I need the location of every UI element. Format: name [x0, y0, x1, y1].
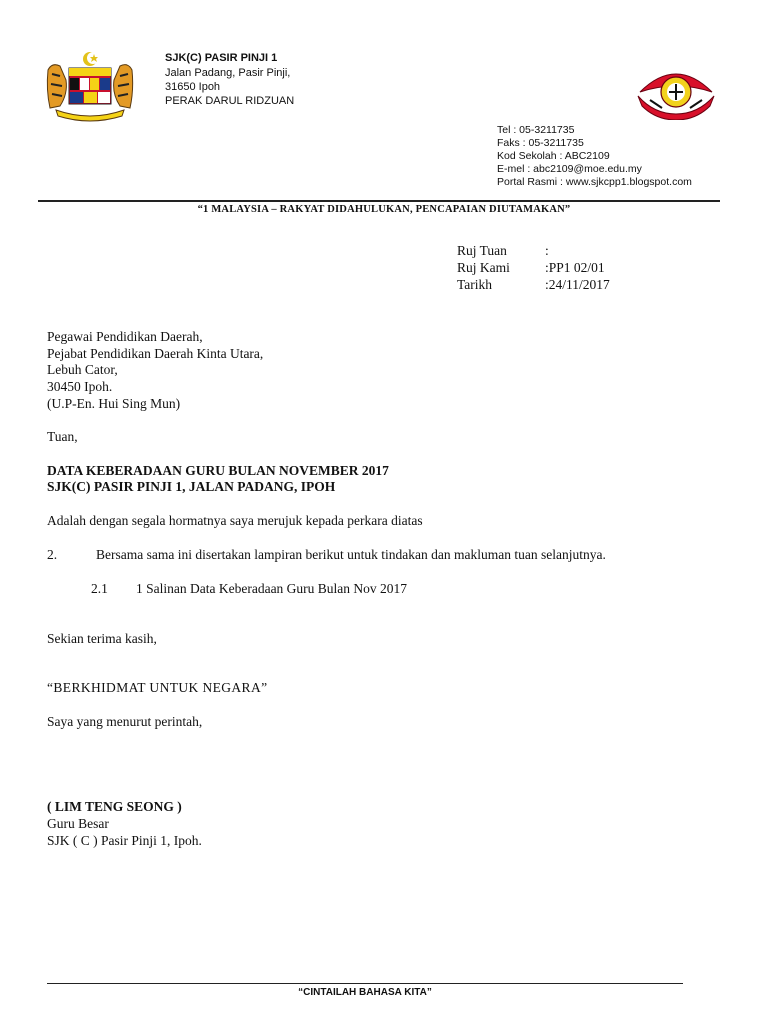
address-line-2: 31650 Ipoh [165, 81, 221, 93]
contact-email: E-mel : abc2109@moe.edu.my [497, 163, 642, 175]
contact-fax: Faks : 05-3211735 [497, 137, 584, 149]
tarikh-value: :24/11/2017 [545, 277, 610, 292]
signatory-title: Guru Besar [47, 816, 109, 831]
ruj-kami-label: Ruj Kami [457, 260, 510, 275]
recipient-line-2: Pejabat Pendidikan Daerah Kinta Utara, [47, 346, 264, 361]
subject-line-1: DATA KEBERADAAN GURU BULAN NOVEMBER 2017 [47, 463, 389, 478]
item-2-1-number: 2.1 [91, 581, 108, 596]
recipient-line-1: Pegawai Pendidikan Daerah, [47, 329, 203, 344]
header-motto: “1 MALAYSIA – RAKYAT DIDAHULUKAN, PENCAPAIAN DIUTAMAKAN” [197, 204, 571, 215]
contact-portal: Portal Rasmi : www.sjkcpp1.blogspot.com [497, 176, 692, 188]
footer-slogan: “CINTAILAH BAHASA KITA” [298, 987, 432, 998]
recipient-line-3: Lebuh Cator, [47, 362, 118, 377]
signatory-school: SJK ( C ) Pasir Pinji 1, Ipoh. [47, 833, 202, 848]
ruj-kami-value: :PP1 02/01 [545, 260, 605, 275]
ref-tarikh [457, 277, 610, 293]
item-2-1: 1 Salinan Data Keberadaan Guru Bulan Nov 2017 [136, 581, 408, 596]
school-crest-icon [636, 62, 716, 120]
closing: Sekian terima kasih, [47, 631, 157, 646]
recipient-line-5: (U.P-En. Hui Sing Mun) [47, 396, 181, 411]
address-line-1: Jalan Padang, Pasir Pinji, [165, 67, 291, 79]
ref-ruj-tuan [457, 243, 549, 259]
slogan: “BERKHIDMAT UNTUK NEGARA” [47, 680, 268, 695]
ruj-tuan-value: : [545, 243, 549, 258]
contact-tel: Tel : 05-3211735 [497, 124, 575, 136]
tarikh-label: Tarikh [457, 277, 493, 292]
school-name: SJK(C) PASIR PINJI 1 [165, 52, 278, 64]
paragraph-2-number: 2. [47, 547, 58, 562]
ref-ruj-kami [457, 260, 605, 276]
header-divider [38, 200, 720, 202]
footer-divider [47, 983, 683, 984]
subject-line-2: SJK(C) PASIR PINJI 1, JALAN PADANG, IPOH [47, 479, 336, 494]
recipient-line-4: 30450 Ipoh. [47, 379, 113, 394]
paragraph-2: Bersama sama ini disertakan lampiran berikut untuk tindakan dan makluman tuan selanjutnya. [96, 547, 606, 562]
closing-2: Saya yang menurut perintah, [47, 714, 203, 729]
malaysia-coat-of-arms-icon [42, 50, 138, 122]
ruj-tuan-label: Ruj Tuan [457, 243, 507, 258]
contact-school-code: Kod Sekolah : ABC2109 [497, 150, 610, 162]
salutation: Tuan, [47, 429, 78, 444]
signatory-name: ( LIM TENG SEONG ) [47, 799, 182, 814]
address-line-3: PERAK DARUL RIDZUAN [165, 95, 295, 107]
paragraph-1: Adalah dengan segala hormatnya saya merujuk kepada perkara diatas [47, 513, 423, 528]
